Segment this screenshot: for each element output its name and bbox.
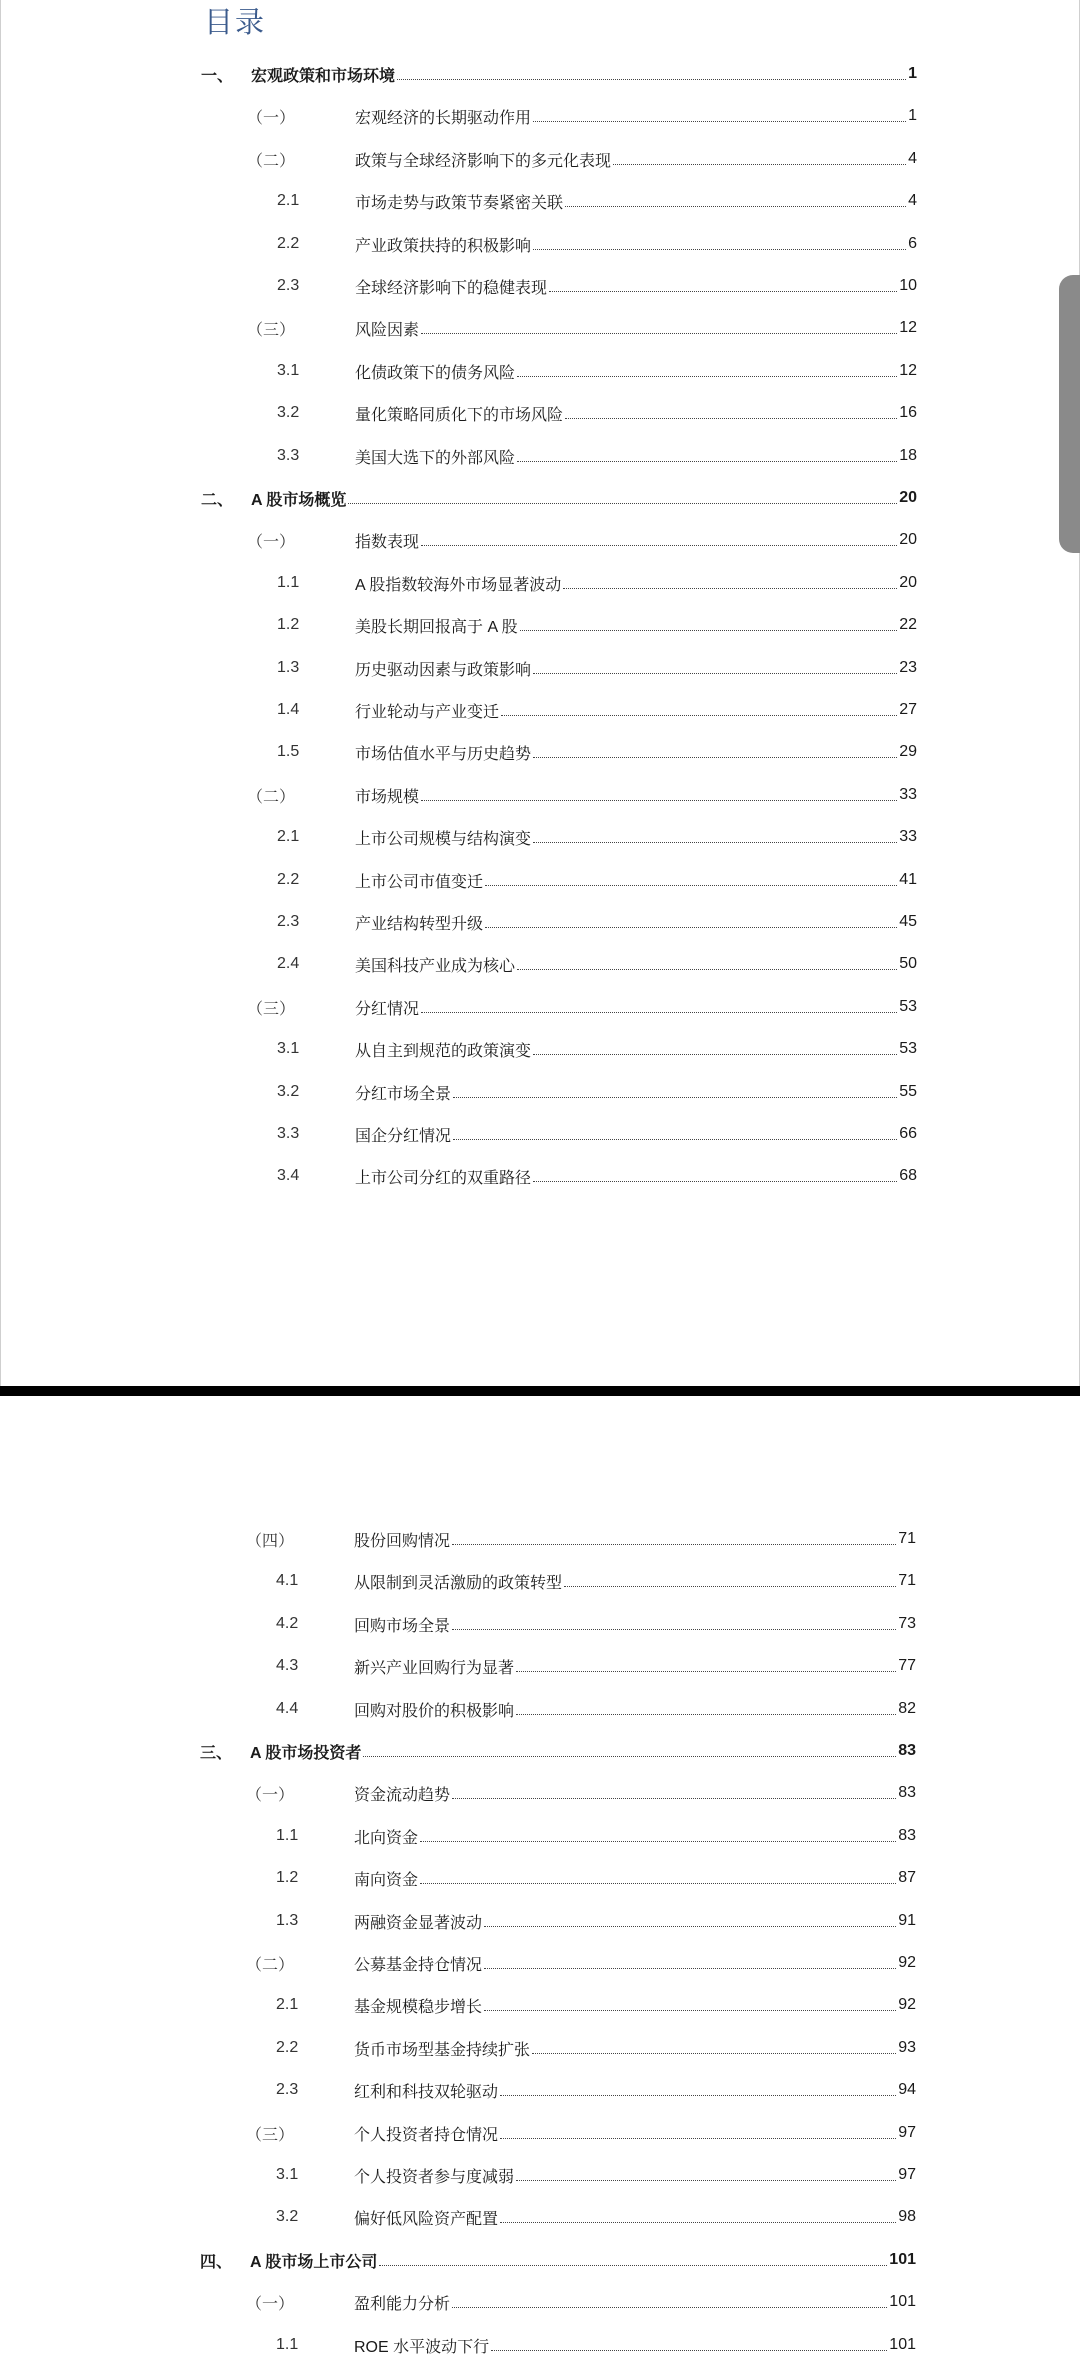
dot-leader xyxy=(484,1926,896,1927)
toc-entry[interactable] xyxy=(277,693,917,727)
toc-entry-number: （一） xyxy=(247,533,296,551)
toc-entry-label: 上市公司市值变迁 xyxy=(355,873,484,891)
toc-entry-label: 国企分红情况 xyxy=(355,1127,452,1145)
dot-leader xyxy=(397,79,906,80)
toc-entry[interactable] xyxy=(247,311,917,345)
toc-entry-label: 分红情况 xyxy=(355,1000,420,1018)
toc-entry-label: 政策与全球经济影响下的多元化表现 xyxy=(355,152,612,170)
toc-entry-page-number: 4 xyxy=(908,150,917,167)
dot-leader xyxy=(516,1714,896,1715)
toc-entry-page-number: 53 xyxy=(899,998,917,1015)
toc-entry-page-number: 41 xyxy=(899,871,917,888)
dot-leader xyxy=(348,503,897,504)
dot-leader xyxy=(563,588,897,589)
toc-entry-number: 2.3 xyxy=(277,277,300,294)
dot-leader xyxy=(421,1012,897,1013)
toc-entry-number: （二） xyxy=(246,1956,295,1974)
toc-entry-page-number: 10 xyxy=(899,277,917,294)
toc-entry[interactable] xyxy=(277,735,917,769)
toc-entry-label: 上市公司规模与结构演变 xyxy=(355,830,532,848)
toc-entry-number: 4.2 xyxy=(276,1615,299,1632)
toc-entry-label: 美国科技产业成为核心 xyxy=(355,957,516,975)
toc-entry-page-number: 20 xyxy=(899,574,917,591)
toc-entry-page-number: 92 xyxy=(898,1996,916,2013)
toc-entry-label: 股份回购情况 xyxy=(354,1532,451,1550)
toc-entry[interactable] xyxy=(246,2285,916,2319)
toc-entry[interactable] xyxy=(276,2200,916,2234)
dot-leader xyxy=(453,1097,897,1098)
toc-entry-label: 回购对股价的积极影响 xyxy=(354,1702,515,1720)
toc-entry-number: 3.3 xyxy=(277,1125,300,1142)
toc-entry[interactable] xyxy=(276,2328,916,2362)
toc-entry[interactable] xyxy=(277,1075,917,1109)
toc-entry-page-number: 77 xyxy=(898,1657,916,1674)
toc-entry[interactable] xyxy=(276,2073,916,2107)
toc-entry[interactable] xyxy=(277,227,917,261)
dot-leader xyxy=(485,885,897,886)
side-scroll-handle[interactable] xyxy=(1059,275,1080,553)
toc-entry[interactable] xyxy=(277,863,917,897)
toc-entry[interactable] xyxy=(277,439,917,473)
toc-entry-label: 量化策略同质化下的市场风险 xyxy=(355,406,564,424)
dot-leader xyxy=(565,418,897,419)
dot-leader xyxy=(500,2095,896,2096)
toc-entry-page-number: 27 xyxy=(899,701,917,718)
dot-leader xyxy=(564,1586,896,1587)
toc-entry-label: A 股指数较海外市场显著波动 xyxy=(355,576,562,594)
toc-entry[interactable] xyxy=(276,1861,916,1895)
toc-entry-page-number: 1 xyxy=(908,65,917,82)
toc-entry-page-number: 6 xyxy=(908,235,917,252)
toc-entry-number: 1.2 xyxy=(277,616,300,633)
toc-entry-number: 4.1 xyxy=(276,1572,299,1589)
dot-leader xyxy=(420,1883,896,1884)
dot-leader xyxy=(533,757,897,758)
toc-entry[interactable] xyxy=(276,1819,916,1853)
toc-entry[interactable] xyxy=(201,481,917,515)
toc-entry-label: 全球经济影响下的稳健表现 xyxy=(355,279,548,297)
toc-entry-page-number: 97 xyxy=(898,2124,916,2141)
dot-leader xyxy=(533,1181,897,1182)
toc-entry-page-number: 20 xyxy=(899,531,917,548)
toc-entry-page-number: 1 xyxy=(908,107,917,124)
toc-entry-label: 宏观经济的长期驱动作用 xyxy=(355,109,532,127)
dot-leader xyxy=(485,927,897,928)
toc-entry-label: 个人投资者参与度减弱 xyxy=(354,2168,515,2186)
toc-entry-page-number: 18 xyxy=(899,447,917,464)
toc-entry-number: 4.3 xyxy=(276,1657,299,1674)
toc-entry-page-number: 55 xyxy=(899,1083,917,1100)
toc-entry[interactable] xyxy=(276,1649,916,1683)
toc-entry-number: 2.2 xyxy=(276,2039,299,2056)
toc-entry-page-number: 12 xyxy=(899,319,917,336)
dot-leader xyxy=(516,1671,896,1672)
toc-entry-label: 产业政策扶持的积极影响 xyxy=(355,237,532,255)
toc-entry-number: （一） xyxy=(246,1786,295,1804)
toc-entry-page-number: 101 xyxy=(889,2336,916,2353)
toc-entry-label: 市场走势与政策节奏紧密关联 xyxy=(355,194,564,212)
toc-entry[interactable] xyxy=(276,1692,916,1726)
toc-entry[interactable] xyxy=(247,523,917,557)
toc-entry[interactable] xyxy=(246,1946,916,1980)
toc-entry-number: （一） xyxy=(246,2295,295,2313)
toc-entry-label: 行业轮动与产业变迁 xyxy=(355,703,500,721)
dot-leader xyxy=(501,715,897,716)
toc-entry-number: 3.2 xyxy=(277,404,300,421)
toc-entry-label: 上市公司分红的双重路径 xyxy=(355,1169,532,1187)
toc-entry-number: 3.1 xyxy=(277,1040,300,1057)
toc-entry[interactable] xyxy=(247,99,917,133)
toc-entry-page-number: 83 xyxy=(898,1827,916,1844)
toc-entry-number: （二） xyxy=(247,152,296,170)
dot-leader xyxy=(452,1544,896,1545)
dot-leader xyxy=(533,121,906,122)
toc-entry-page-number: 83 xyxy=(898,1784,916,1801)
toc-entry-page-number: 93 xyxy=(898,2039,916,2056)
toc-entry-label: 宏观政策和市场环境 xyxy=(251,67,396,85)
toc-entry-label: A 股市场投资者 xyxy=(250,1744,362,1762)
dot-leader xyxy=(533,842,897,843)
toc-entry-label: 南向资金 xyxy=(354,1871,419,1889)
toc-entry-number: 1.1 xyxy=(277,574,300,591)
toc-entry-page-number: 82 xyxy=(898,1700,916,1717)
toc-entry-label: 偏好低风险资产配置 xyxy=(354,2210,499,2228)
toc-entry-number: （三） xyxy=(247,1000,296,1018)
toc-entry-label: A 股市场概览 xyxy=(251,491,347,509)
toc-entry-label: 新兴产业回购行为显著 xyxy=(354,1659,515,1677)
dot-leader xyxy=(533,249,906,250)
dot-leader xyxy=(500,2222,896,2223)
toc-entry-number: 2.1 xyxy=(276,1996,299,2013)
toc-entry-number: 2.1 xyxy=(277,828,300,845)
toc-page-2 xyxy=(0,1396,1080,2373)
toc-entry[interactable] xyxy=(277,905,917,939)
toc-entry-number: 三、 xyxy=(200,1744,233,1762)
toc-entry-page-number: 53 xyxy=(899,1040,917,1057)
toc-entry[interactable] xyxy=(276,1607,916,1641)
toc-entry[interactable] xyxy=(277,1159,917,1193)
toc-title: 目录 xyxy=(204,7,267,39)
toc-entry-page-number: 97 xyxy=(898,2166,916,2183)
dot-leader xyxy=(421,800,897,801)
toc-entry-number: （四） xyxy=(246,1532,295,1550)
toc-entry-page-number: 71 xyxy=(898,1572,916,1589)
toc-entry-page-number: 12 xyxy=(899,362,917,379)
toc-entry[interactable] xyxy=(277,1117,917,1151)
toc-entry-number: 1.4 xyxy=(277,701,300,718)
toc-entry-number: 1.3 xyxy=(277,659,300,676)
toc-entry-label: 货币市场型基金持续扩张 xyxy=(354,2041,531,2059)
toc-entry-page-number: 22 xyxy=(899,616,917,633)
toc-entry-label: 从自主到规范的政策演变 xyxy=(355,1042,532,1060)
toc-entry-page-number: 66 xyxy=(899,1125,917,1142)
toc-entry-label: 回购市场全景 xyxy=(354,1617,451,1635)
toc-entry[interactable] xyxy=(277,820,917,854)
toc-entry-label: 市场估值水平与历史趋势 xyxy=(355,745,532,763)
toc-entry-label: 市场规模 xyxy=(355,788,420,806)
toc-entry[interactable] xyxy=(277,566,917,600)
toc-entry-number: 2.1 xyxy=(277,192,300,209)
toc-entry-page-number: 101 xyxy=(889,2251,916,2268)
toc-entry-page-number: 94 xyxy=(898,2081,916,2098)
toc-entry-label: ROE 水平波动下行 xyxy=(354,2338,490,2356)
toc-entry[interactable] xyxy=(276,1988,916,2022)
toc-entry-label: 分红市场全景 xyxy=(355,1085,452,1103)
dot-leader xyxy=(420,1841,896,1842)
toc-entry-page-number: 16 xyxy=(899,404,917,421)
toc-entry[interactable] xyxy=(200,2243,916,2277)
toc-entry-page-number: 71 xyxy=(898,1530,916,1547)
dot-leader xyxy=(452,1798,896,1799)
toc-entry-label: 指数表现 xyxy=(355,533,420,551)
toc-entry-page-number: 4 xyxy=(908,192,917,209)
toc-entry[interactable] xyxy=(277,396,917,430)
toc-entry-number: 2.3 xyxy=(276,2081,299,2098)
toc-entry-number: （三） xyxy=(247,321,296,339)
toc-entry-label: 从限制到灵活激励的政策转型 xyxy=(354,1574,563,1592)
dot-leader xyxy=(549,291,897,292)
toc-entry-number: 一、 xyxy=(201,67,234,85)
toc-entry[interactable] xyxy=(277,184,917,218)
toc-entry-label: 北向资金 xyxy=(354,1829,419,1847)
dot-leader xyxy=(533,1054,897,1055)
dot-leader xyxy=(565,206,906,207)
toc-entry-page-number: 23 xyxy=(899,659,917,676)
toc-entry-label: 基金规模稳步增长 xyxy=(354,1998,483,2016)
dot-leader xyxy=(532,2053,896,2054)
toc-entry-page-number: 73 xyxy=(898,1615,916,1632)
page-separator xyxy=(0,1386,1080,1396)
dot-leader xyxy=(453,1139,897,1140)
toc-entry[interactable] xyxy=(277,1032,917,1066)
toc-entry-page-number: 33 xyxy=(899,828,917,845)
dot-leader xyxy=(517,376,897,377)
toc-entry-page-number: 33 xyxy=(899,786,917,803)
toc-entry[interactable] xyxy=(277,651,917,685)
toc-entry-page-number: 101 xyxy=(889,2293,916,2310)
toc-entry[interactable] xyxy=(247,778,917,812)
toc-entry-label: 公募基金持仓情况 xyxy=(354,1956,483,1974)
toc-entry-number: 1.1 xyxy=(276,1827,299,1844)
toc-entry[interactable] xyxy=(247,142,917,176)
dot-leader xyxy=(452,2307,887,2308)
dot-leader xyxy=(363,1756,896,1757)
toc-entry[interactable] xyxy=(277,947,917,981)
toc-entry-label: 产业结构转型升级 xyxy=(355,915,484,933)
dot-leader xyxy=(421,333,897,334)
toc-entry[interactable] xyxy=(277,608,917,642)
toc-entry[interactable] xyxy=(200,1734,916,1768)
toc-entry-number: 2.3 xyxy=(277,913,300,930)
toc-entry-number: 2.4 xyxy=(277,955,300,972)
dot-leader xyxy=(421,545,897,546)
toc-entry-page-number: 68 xyxy=(899,1167,917,1184)
toc-entry-number: （二） xyxy=(247,788,296,806)
toc-entry-number: 1.5 xyxy=(277,743,300,760)
toc-entry-label: 资金流动趋势 xyxy=(354,1786,451,1804)
toc-entry[interactable] xyxy=(276,1904,916,1938)
dot-leader xyxy=(517,461,897,462)
dot-leader xyxy=(520,630,898,631)
toc-entry-label: 美股长期回报高于 A 股 xyxy=(355,618,518,636)
dot-leader xyxy=(484,1968,896,1969)
toc-entry[interactable] xyxy=(276,2031,916,2065)
toc-entry[interactable] xyxy=(277,354,917,388)
toc-entry[interactable] xyxy=(276,2158,916,2192)
toc-entry-label: 红利和科技双轮驱动 xyxy=(354,2083,499,2101)
toc-entry[interactable] xyxy=(247,990,917,1024)
toc-entry-number: 1.3 xyxy=(276,1912,299,1929)
toc-entry-number: 2.2 xyxy=(277,871,300,888)
dot-leader xyxy=(613,164,906,165)
toc-entry-number: 3.2 xyxy=(276,2208,299,2225)
toc-entry-number: 1.1 xyxy=(276,2336,299,2353)
toc-entry-page-number: 98 xyxy=(898,2208,916,2225)
toc-entry-number: （三） xyxy=(246,2126,295,2144)
toc-entry[interactable] xyxy=(246,1522,916,1556)
toc-entry-page-number: 29 xyxy=(899,743,917,760)
toc-entry-label: 历史驱动因素与政策影响 xyxy=(355,661,532,679)
toc-entry-number: （一） xyxy=(247,109,296,127)
toc-entry-label: 风险因素 xyxy=(355,321,420,339)
dot-leader xyxy=(500,2138,896,2139)
dot-leader xyxy=(484,2010,896,2011)
toc-entry[interactable] xyxy=(246,2116,916,2150)
toc-entry-label: 化债政策下的债务风险 xyxy=(355,364,516,382)
toc-entry[interactable] xyxy=(276,1564,916,1598)
toc-entry-page-number: 50 xyxy=(899,955,917,972)
toc-entry-number: 4.4 xyxy=(276,1700,299,1717)
dot-leader xyxy=(491,2350,887,2351)
dot-leader xyxy=(533,673,897,674)
toc-entry-number: 1.2 xyxy=(276,1869,299,1886)
toc-entry-number: 3.4 xyxy=(277,1167,300,1184)
dot-leader xyxy=(517,969,897,970)
toc-entry-label: 美国大选下的外部风险 xyxy=(355,449,516,467)
dot-leader xyxy=(452,1629,896,1630)
toc-entry-number: 3.2 xyxy=(277,1083,300,1100)
toc-entry-page-number: 87 xyxy=(898,1869,916,1886)
toc-entry[interactable] xyxy=(201,57,917,91)
toc-entry-number: 3.1 xyxy=(276,2166,299,2183)
toc-entry-label: A 股市场上市公司 xyxy=(250,2253,378,2271)
toc-entry-label: 个人投资者持仓情况 xyxy=(354,2126,499,2144)
dot-leader xyxy=(379,2265,887,2266)
toc-entry-page-number: 20 xyxy=(899,489,917,506)
toc-entry-number: 二、 xyxy=(201,491,234,509)
toc-entry-number: 四、 xyxy=(200,2253,233,2271)
toc-entry-label: 盈利能力分析 xyxy=(354,2295,451,2313)
toc-entry-label: 两融资金显著波动 xyxy=(354,1914,483,1932)
toc-entry-page-number: 83 xyxy=(898,1742,916,1759)
dot-leader xyxy=(516,2180,896,2181)
toc-entry-page-number: 92 xyxy=(898,1954,916,1971)
toc-entry-number: 3.3 xyxy=(277,447,300,464)
toc-entry[interactable] xyxy=(246,1776,916,1810)
toc-entry[interactable] xyxy=(277,269,917,303)
toc-entry-number: 2.2 xyxy=(277,235,300,252)
toc-entry-page-number: 45 xyxy=(899,913,917,930)
toc-entry-number: 3.1 xyxy=(277,362,300,379)
toc-entry-page-number: 91 xyxy=(898,1912,916,1929)
